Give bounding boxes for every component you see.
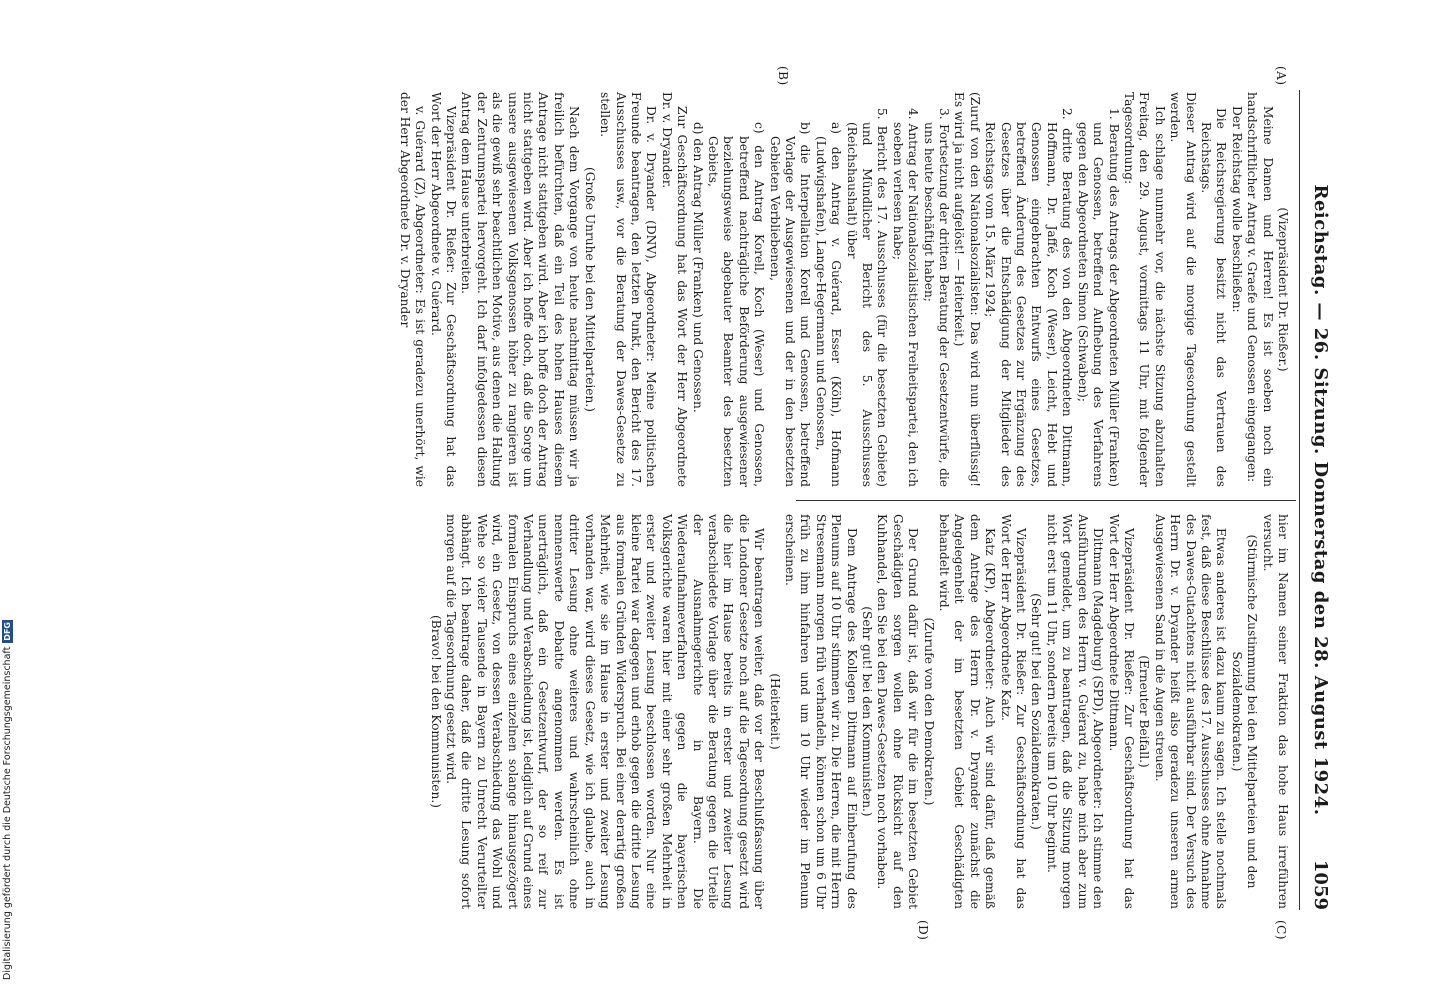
- speech: Vizepräsident Dr. Rießer: Zur Geschäftsordnung hat das Wort der Herr Abgeordnete v. Guérard.: [428, 92, 459, 487]
- paragraph: Meine Damen und Herren! Es ist soeben noch ein handschriftlicher Antrag v. Graefe und Genossen eingegangen:: [1245, 92, 1275, 487]
- margin-marker-d: (D): [916, 920, 930, 941]
- interjection: (Zuruf von den Nationalsozialisten: Das wird nun überflüssig! Es wird ja nicht aufgelöst! — Heiterkeit.): [952, 92, 982, 487]
- column-divider: [796, 500, 1296, 501]
- interjection: (Sehr gut! bei den Sozialdemokraten.): [1029, 593, 1044, 830]
- speech: Dr. v. Dryander (DNV), Abgeordneter: Meine politischen Freunde beantragen, den letzten Punkt, den Bericht des 17. Ausschusses usw., vor die Beratung der Dawes-Gesetze zu stellen.: [598, 92, 659, 487]
- agenda-subitem: a) den Antrag v. Guérard, Esser (Köln), Hofmann (Ludwigshafen), Lange-Hegermann und Genossen,: [813, 122, 844, 487]
- speech: Vizepräsident Dr. Rießer: Zur Geschäftsordnung hat das Wort der Herr Abgeordnete Dittmann.: [1106, 514, 1136, 909]
- agenda-item: 1. Beratung des Antrags der Abgeordneten Müller (Franken) und Genossen, betreffend Aufhebung des Verfahrens gegen den Abgeordneten Simon (Schwaben);: [1075, 108, 1121, 487]
- paragraph: Dieser Antrag wird auf die morgige Tagesordnung gestellt werden.: [1168, 92, 1198, 487]
- agenda-item: 3. Fortsetzung der dritten Beratung der Gesetzentwürfe, die uns heute beschäftigt haben;: [921, 108, 952, 487]
- agenda-subitem: b) die Interpellation Korell und Genossen, betreffend Vorlage der Ausgewiesenen und der in den besetzten Gebieten Verbliebenen,: [767, 122, 813, 487]
- paragraph: Der Reichstag wolle beschließen:: [1229, 106, 1244, 313]
- interjection: (Große Unruhe bei den Mittelparteien.): [582, 166, 597, 412]
- funding-text: Digitalisierung gefördert durch die Deutsche Forschungsgemeinschaft: [2, 646, 13, 980]
- funding-footer: [2, 620, 13, 980]
- speech: Katz (KP), Abgeordneter: Auch wir sind dafür, daß gemäß dem Antrage des Herrn Dr. v. Dryander zunächst die Angelegenheit der im besetzten Gebiet Geschädigten behandelt wird.: [937, 514, 998, 909]
- paragraph: Zur Geschäftsordnung hat das Wort der Herr Abgeordnete Dr. v. Dryander.: [659, 92, 690, 487]
- paragraph: (Vizepräsident Dr. Rießer.): [1276, 207, 1290, 372]
- interjection: (Heiterkeit.): [767, 673, 782, 750]
- header-rule: [1299, 90, 1300, 910]
- document-page: [30, 30, 1340, 970]
- paragraph: hier im Namen seiner Fraktion das hohe Haus irreführen versucht.: [1260, 514, 1290, 909]
- agenda-item: 2. dritte Beratung des von den Abgeordneten Dittmann, Hoffmann, Dr. Jaffé, Koch (Weser), Leicht, Hebt und Genossen eingebrachten Entwurfs eines Gesetzes, betreffend Änderung des Gesetzes zur Ergänzung des Gesetzes über die Entschädigung der Mitglieder des Reichstags vom 15. März 1924;: [983, 108, 1075, 487]
- agenda-item: 4. Antrag der Nationalsozialistischen Freiheitspartei, den ich soeben verlesen habe;: [890, 108, 921, 487]
- quoted-motion: Die Reichsregierung besitzt nicht das Vertrauen des Reichstags.: [1198, 108, 1229, 487]
- speech: Dittmann (Magdeburg) (SPD), Abgeordneter: Ich stimme den Ausführungen des Herrn v. Guérard zu, habe mich aber zum Wort gemeldet, um zu beantragen, daß die Sitzung morgen nicht erst um 11 Uhr, sondern bereits um 10 Uhr beginnt.: [1044, 514, 1106, 909]
- agenda-subitem: d) den Antrag Müller (Franken) und Genossen.: [690, 122, 705, 413]
- margin-marker-c: (C): [1274, 920, 1288, 941]
- agenda-subitem: c) den Antrag Korell, Koch (Weser) und Genossen, betreffend nachträgliche Beförderung ausgewiesener beziehungsweise abgebauter Beamter des besetzten Gebiets,: [705, 122, 767, 487]
- paragraph: Etwas anderes ist dazu kaum zu sagen. Ich stelle nochmals fest, daß diese Beschlüsse des 17. Ausschusses ohne Annahme des Dawes-Gutachtens nicht ausführbar sind. Der Versuch des Herrn Dr. v. Dryander heißt also geradezu unseren armen Ausgewiesenen Sand in die Augen streuen.: [1152, 514, 1229, 909]
- margin-marker-b: (B): [776, 66, 790, 86]
- interjection: (Stürmische Zustimmung bei den Mittelparteien und den Sozialdemokraten.): [1229, 534, 1260, 889]
- agenda-item: 5. Bericht des 17. Ausschusses (für die besetzten Gebiete) und Mündlicher Bericht des 5. Ausschusses (Reichshaushalt) über: [844, 108, 890, 487]
- speech: v. Guérard (Z), Abgeordneter: Es ist geradezu unerhört, wie der Herr Abgeordnete Dr. v. Dryander: [397, 92, 428, 487]
- interjection: (Bravo! bei den Kommunisten.): [428, 615, 443, 808]
- paragraph: Ich schlage nunmehr vor, die nächste Sitzung abzuhalten Freitag, den 29. August, vormittags 11 Uhr, mit folgender Tagesordnung:: [1121, 92, 1167, 487]
- speech: Vizepräsident Dr. Rießer: Zur Geschäftsordnung hat das Wort der Herr Abgeordnete Katz.: [998, 514, 1029, 909]
- paragraph: Der Grund dafür ist, daß wir für die im besetzten Gebiet Geschädigten sorgen wollen ohne Rücksicht auf den Kuhhandel, den Sie bei den Dawes-Gesetzen noch vorhaben.: [875, 514, 921, 909]
- paragraph: Dem Antrage des Kollegen Dittmann auf Einberufung des Plenums auf 10 Uhr stimmen wir zu. Die Herren, die mit Herrn Stresemann morgen früh verhandeln, können schon um 6 Uhr früh zu ihm hinfahren und um 10 Uhr wieder im Plenum erscheinen.: [783, 514, 859, 909]
- page-number: 1059: [1310, 859, 1331, 910]
- paragraph: Nach dem Vorgange von heute nachmittag müssen wir ja freilich befürchten, daß ein Teil des hohen Hauses diesem Antrage nicht stattgeben wird. Aber ich hoffe doch der Antrag nicht stattgeben wird. Aber ich hoffe doch, daß die Sorge um unsere ausgewiesenen Volksgenossen höher zu rangieren ist als die gewiß sehr beachtlichen Motive, aus denen die Haltung der Zentrumspartei hervorgeht. Ich darf infolgedessen diesen Antrag dem Hause unterbreiten.: [459, 92, 582, 487]
- interjection: (Erneuter Beifall.): [1137, 655, 1152, 768]
- right-column: [427, 514, 1290, 909]
- left-column: [396, 92, 1290, 487]
- dfg-logo-icon: DFG: [3, 622, 12, 641]
- paragraph: Wir beantragen weiter, daß vor der Beschlußfassung über die Londoner Gesetze noch auf die Tagesordnung gesetzt wird die hier im Hause bereits in erster und zweiter Lesung verabschiedete Vorlage über die Beratung gegen die Urteile der Ausnahmegerichte in Bayern. Die Wiederaufnahmeverfahren gegen die bayerischen Volksgerichte waren hier mit einer sehr großen Mehrheit in erster und zweiter Lesung beschlossen worden. Nur eine kleine Partei war dagegen und erhob gegen die dritte Lesung aus formalen Gründen Widerspruch. Bei einer derartig großen Mehrheit, wie sie im Hause in erster und zweiter Lesung vorhanden war, wird dieses Gesetz, wie ich glaube, auch in dritter Lesung ohne weiteres und wahrscheinlich ohne nennenswerte Debatte angenommen werden. Es ist unerträglich, daß ein Gesetzentwurf, der so reif zur Verhandlung und Verabschiedung ist, lediglich auf Grund eines formalen Einspruchs eines einzelnen solange hinausgezögert wird, ein Gesetz, von dessen Verabschiedung das Wohl und Wehe so vieler Tausende in Bayern zu Unrecht Verurteilter abhängt. Ich beantrage daher, daß die dritte Lesung sofort morgen auf die Tagesordnung gesetzt wird.: [444, 514, 767, 909]
- interjection: (Sehr gut! bei den Kommunisten.): [860, 606, 875, 817]
- interjection: (Zurufe von den Demokraten.): [921, 617, 936, 806]
- margin-marker-a: (A): [1274, 66, 1288, 86]
- header-title: Reichstag. — 26. Sitzung. Donnerstag den 28. August 1924.: [1310, 184, 1331, 816]
- page-header: [1305, 90, 1335, 910]
